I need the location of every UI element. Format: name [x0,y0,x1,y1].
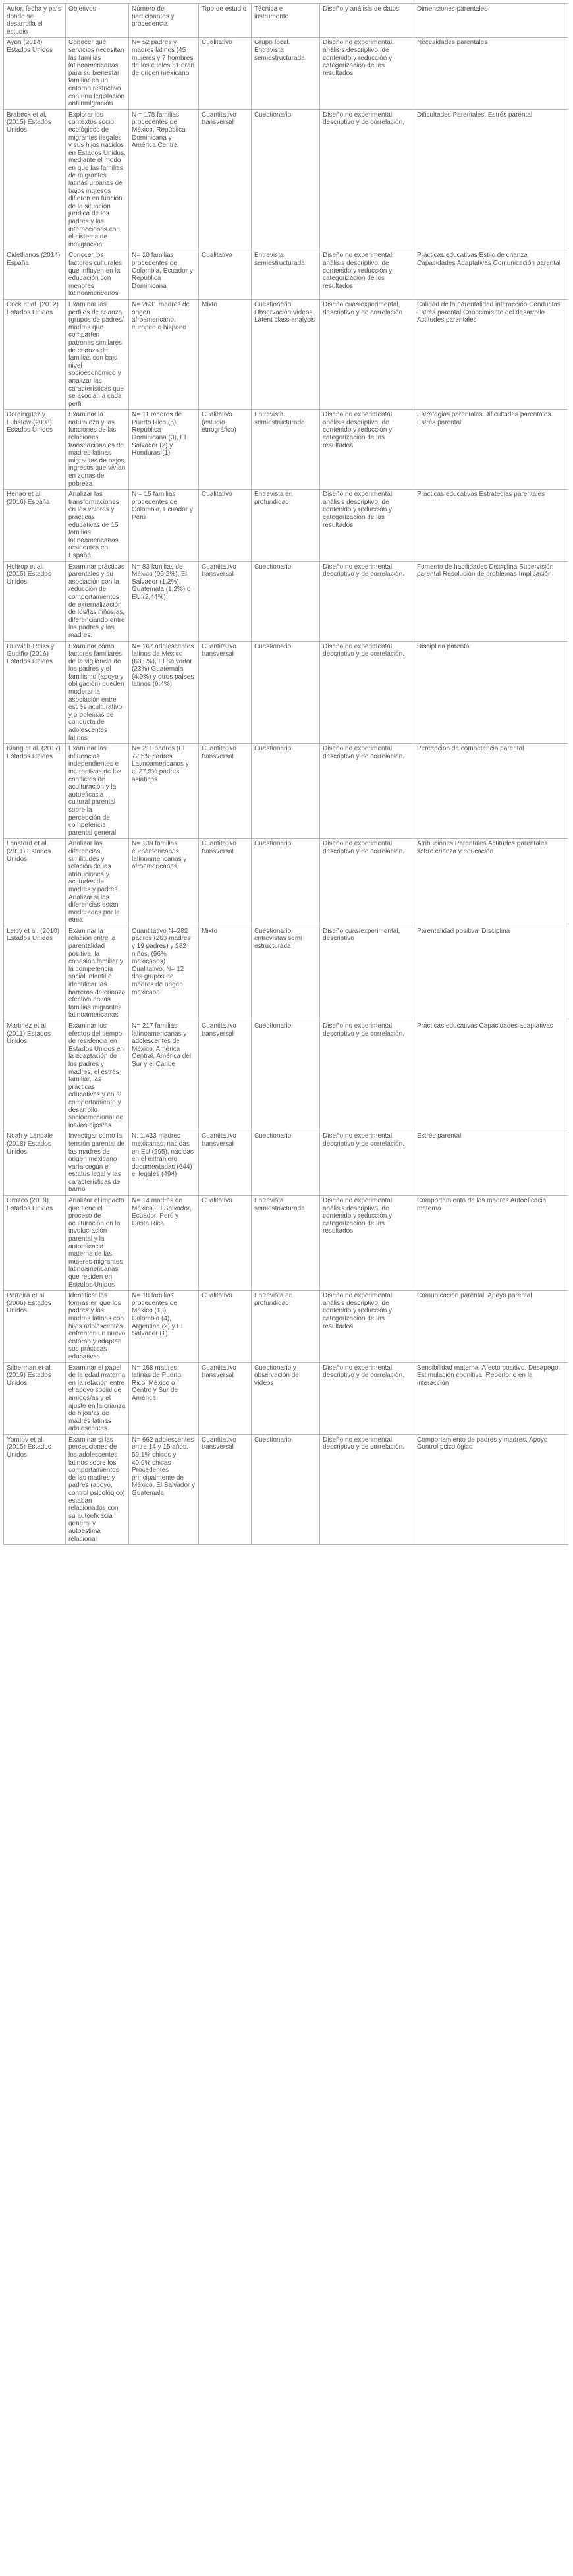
cell-objectives: Explorar los contextos socio ecológicos de migrantes ilegales y sus hijos nacidos en Estados Unidos, mediante el modo en que las familias de migrantes latinas urbanas de bajos ingresos difieren en función de la situación jurídica de los padres y las interacciones con el sistema de inmigración. [66,109,129,250]
cell-dimensions: Fomento de habilidades Disciplina Supervisión parental Resolución de problemas Implicación [414,561,568,641]
table-row [4,109,568,250]
cell-technique: Entrevista semiestructurada [252,1196,320,1291]
header-technique: Técnica e instrumento [252,4,320,38]
cell-participants: N = 178 familias procedentes de México, República Dominicana y América Central [129,109,199,250]
cell-design: Diseño no experimental, descriptivo y de correlación. [320,1362,414,1434]
cell-participants: Cuantitativo N=282 padres (263 madres y 19 padres) y 282 niños, (96% mexicanos) Cualitativo: N= 12 dos grupos de madres de origen mexicano [129,926,199,1021]
cell-design: Diseño no experimental, descriptivo y de correlación. [320,1434,414,1544]
cell-study-type: Cuantitativo transversal [199,1131,252,1196]
table-body [4,4,568,1545]
cell-objectives: Analizar las transformaciones en los valores y prácticas educativas de 15 familias latinoamericanas residentes en España [66,490,129,561]
cell-objectives: Conocer los factores culturales que influyen en la educación con menores latinoamericanos [66,250,129,300]
cell-design: Diseño no experimental, descriptivo y de correlación. [320,561,414,641]
table-row [4,1362,568,1434]
cell-dimensions: Prácticas educativas Estrategias parentales [414,490,568,561]
cell-dimensions: Necesidades parentales [414,38,568,109]
cell-design: Diseño no experimental, análisis descriptivo, de contenido y reducción y categorización de los resultados [320,250,414,300]
table-row [4,1196,568,1291]
cell-design: Diseño no experimental, análisis descriptivo, de contenido y reducción y categorización de los resultados [320,1196,414,1291]
table-row [4,299,568,409]
cell-participants: N= 168 madres latinas de Puerto Rico, México o Centro y Sur de América [129,1362,199,1434]
cell-author: Martinez et al. (2011) Estados Unidos [4,1021,66,1131]
cell-study-type: Cuantitativo transversal [199,1434,252,1544]
cell-author: Lansford et al. (2011) Estados Unidos [4,839,66,926]
cell-study-type: Cuantitativo transversal [199,641,252,744]
cell-design: Diseño no experimental, descriptivo y de correlación. [320,1021,414,1131]
cell-objectives: Conocer qué servicios necesitan las familias latinoamericanas para su bienestar familiar en un entorno restrictivo con una legislación antiinmigración [66,38,129,109]
cell-objectives: Examinar si las percepciones de los adolescentes latinos sobre los comportamientos de las madres y padres (apoyo, control psicológico) estaban relacionados con su autoeficacia general y autoestima relacional [66,1434,129,1544]
cell-technique: Cuestionario. Observación vídeos Latent class analysis [252,299,320,409]
cell-objectives: Identificar las formas en que los padres y las madres latinas con hijos adolescentes enfrentan un nuevo entorno y adaptan sus prácticas educativas [66,1291,129,1362]
cell-author: Brabeck et al. (2015) Estados Unidos [4,109,66,250]
header-study-type: Tipo de estudio [199,4,252,38]
cell-technique: Entrevista semiestructurada [252,410,320,490]
cell-study-type: Cualitativo [199,490,252,561]
cell-objectives: Examinar la naturaleza y las funciones de las relaciones transnacionales de madres latinas migrantes de bajos ingresos que vivían en zonas de pobreza [66,410,129,490]
cell-technique: Cuestionario [252,1434,320,1544]
cell-participants: N= 167 adolescentes latinos de México (63,3%), El Salvador (23%) Guatemala (4,9%) y otros países latinos (6,4%) [129,641,199,744]
cell-technique: Entrevista semiestructurada [252,250,320,300]
cell-participants: N= 139 familias euroamericanas, latinoamericanas y afroamericanas [129,839,199,926]
cell-participants: N= 18 familias procedentes de México (13), Colombia (4), Argentina (2) y El Salvador (1) [129,1291,199,1362]
cell-author: Leidy et al. (2010) Estados Unidos [4,926,66,1021]
cell-objectives: Analizar el impacto que tiene el proceso de aculturación en la involucración parental y la autoeficacia materna de las mujeres migrantes latinoamericanas que residen en Estados Unidos [66,1196,129,1291]
cell-technique: Entrevista en profundidad [252,490,320,561]
cell-participants: N= 2631 madres de origen afroamericano, europeo o hispano [129,299,199,409]
cell-author: Dorainguez y Lubstow (2008) Estados Unidos [4,410,66,490]
cell-participants: N= 11 madres de Puerto Rico (5), República Dominicana (3), El Salvador (2) y Honduras (1) [129,410,199,490]
cell-design: Diseño cuasiexperimental, descriptivo y de correlación [320,299,414,409]
cell-study-type: Cuantitativo transversal [199,561,252,641]
cell-dimensions: Percepción de competencia parental [414,744,568,839]
header-row [4,4,568,38]
cell-author: Holtrop et al. (2015) Estados Unidos [4,561,66,641]
cell-author: Silberman et al. (2019) Estados Unidos [4,1362,66,1434]
cell-author: Yomtov et al. (2015) Estados Unidos [4,1434,66,1544]
cell-dimensions: Estrategias parentales Dificultades parentales Estrés parental [414,410,568,490]
cell-study-type: Mixto [199,299,252,409]
header-objectives: Objetivos [66,4,129,38]
table-row [4,744,568,839]
header-author: Autor, fecha y país donde se desarrolla el estudio [4,4,66,38]
table-row [4,641,568,744]
cell-participants: N= 83 familias de México (95,2%), El Salvador (1,2%), Guatemala (1,2%) o EU (2,44%) [129,561,199,641]
header-participants: Número de participantes y procedencia [129,4,199,38]
cell-dimensions: Calidad de la parentalidad interacción Conductas Estrés parental Conocimiento del desarrollo Actitudes parentales [414,299,568,409]
cell-author: Perreira et al. (2006) Estados Unidos [4,1291,66,1362]
cell-design: Diseño no experimental, descriptivo y de correlación. [320,839,414,926]
cell-study-type: Cuantitativo transversal [199,744,252,839]
cell-study-type: Mixto [199,926,252,1021]
cell-design: Diseño no experimental, descriptivo y de correlación. [320,109,414,250]
cell-technique: Cuestionario entrevistas semi estructurada [252,926,320,1021]
cell-dimensions: Comportamiento de las madres Autoeficacia materna [414,1196,568,1291]
cell-technique: Cuestionario [252,839,320,926]
cell-objectives: Examinar cómo factores familiares de la vigilancia de los padres y el familismo (apoyo y obligación) pueden moderar la asociación entre estrés aculturativo y problemas de conducta de adolescentes latinos [66,641,129,744]
cell-dimensions: Comportamiento de padres y madres. Apoyo Control psicológico [414,1434,568,1544]
header-dimensions: Dimensiones parentales [414,4,568,38]
cell-dimensions: Disciplina parental [414,641,568,744]
cell-objectives: Examinar el papel de la edad materna en la relación entre el apoyo social de amigos/as y el ajuste en la crianza de hijos/as de madres latinas adolescentes [66,1362,129,1434]
cell-author: Cidetllanos (2014) España [4,250,66,300]
cell-author: Noah y Landale (2018) Estados Unidos [4,1131,66,1196]
cell-technique: Cuestionario [252,1021,320,1131]
cell-design: Diseño no experimental, análisis descriptivo, de contenido y reducción y categorización de los resultados [320,38,414,109]
cell-objectives: Examinar los perfiles de crianza (grupos de padres/ madres que comparten patrones similares de crianza de familias con bajo nivel socioeconómico y analizar las características que se asocian a cada perfil [66,299,129,409]
cell-study-type: Cuantitativo transversal [199,839,252,926]
cell-technique: Cuestionario [252,641,320,744]
table-row [4,1434,568,1544]
table-row [4,250,568,300]
cell-objectives: Analizar las diferencias, similitudes y relación de las atribuciones y actitudes de madres y padres. Analizar si las diferencias están moderadas por la etnia [66,839,129,926]
table-row [4,490,568,561]
cell-dimensions: Prácticas educativas Capacidades adaptativas [414,1021,568,1131]
cell-objectives: Examinar las influencias independientes e interactivas de los conflictos de aculturación y la autoeficacia cultural parental sobre la percepción de competencia parental general [66,744,129,839]
header-design: Diseño y análisis de datos [320,4,414,38]
cell-technique: Cuestionario [252,744,320,839]
table-row [4,1291,568,1362]
table-row [4,561,568,641]
cell-study-type: Cualitativo [199,1291,252,1362]
cell-dimensions: Estrés parental [414,1131,568,1196]
cell-design: Diseño no experimental, análisis descriptivo, de contenido y reducción y categorización de los resultados [320,410,414,490]
cell-author: Kiang et al. (2017) Estados Unidos [4,744,66,839]
cell-dimensions: Parentalidad positiva. Disciplina [414,926,568,1021]
table-row [4,839,568,926]
cell-author: Henao et al. (2016) España [4,490,66,561]
cell-study-type: Cuantitativo transversal [199,1362,252,1434]
cell-participants: N: 1.433 madres mexicanas; nacidas en EU (295), nacidas en el extranjero documentadas (644) e ilegales (494) [129,1131,199,1196]
cell-dimensions: Prácticas educativas Estilo de crianza Capacidades Adaptativas Comunicación parental [414,250,568,300]
cell-study-type: Cuantitativo transversal [199,1021,252,1131]
cell-author: Ayon (2014) Estados Unidos [4,38,66,109]
cell-study-type: Cualitativo [199,38,252,109]
cell-design: Diseño no experimental, análisis descriptivo, de contenido y reducción y categorización de los resultados [320,1291,414,1362]
cell-objectives: Examinar los efectos del tiempo de residencia en Estados Unidos en la adaptación de los padres y madres, el estrés familiar, las prácticas educativas y en el comportamiento y desarrollo socioemocional de los/las hijos/as [66,1021,129,1131]
cell-participants: N= 52 padres y madres latinos (45 mujeres y 7 hombres de los cuales 51 eran de origen mexicano [129,38,199,109]
cell-participants: N= 217 familias latinoamericanas y adolescentes de México, América Central, América del Sur y el Caribe [129,1021,199,1131]
cell-objectives: Examinar la relación entre la parentalidad positiva, la cohesión familiar y la competencia social infantil e identificar las barreras de crianza efectiva en las familias migrantes latinoamericanas [66,926,129,1021]
table-row [4,38,568,109]
cell-design: Diseño cuasiexperimental, descriptivo [320,926,414,1021]
cell-participants: N= 14 madres de México, El Salvador, Ecuador, Perú y Costa Rica [129,1196,199,1291]
cell-dimensions: Dificultades Parentales. Estrés parental [414,109,568,250]
cell-objectives: Examinar prácticas parentales y su asociación con la reducción de comportamientos de externalización de los/las niños/as, diferenciando entre los padres y las madres. [66,561,129,641]
cell-study-type: Cualitativo (estudio etnográfico) [199,410,252,490]
cell-objectives: Investigar cómo la tensión parental de las madres de origen mexicano varía según el estatus legal y las características del barrio [66,1131,129,1196]
cell-author: Hurwich-Reiss y Gudiño (2016) Estados Unidos [4,641,66,744]
cell-design: Diseño no experimental, descriptivo y de correlación. [320,1131,414,1196]
cell-participants: N= 10 familias procedentes de Colombia, Ecuador y República Dominicana [129,250,199,300]
studies-table [3,3,568,1545]
table-row [4,926,568,1021]
cell-study-type: Cuantitativo transversal [199,109,252,250]
cell-design: Diseño no experimental, descriptivo y de correlación. [320,641,414,744]
cell-design: Diseño no experimental, descriptivo y de correlación. [320,744,414,839]
cell-study-type: Cualitativo [199,1196,252,1291]
cell-technique: Grupo focal. Entrevista semiestructurada [252,38,320,109]
cell-design: Diseño no experimental, análisis descriptivo, de contenido y reducción y categorización de los resultados [320,490,414,561]
table-row [4,410,568,490]
cell-participants: N= 211 padres (El 72,5% padres Latinoamericanos y el 27,5% padres asiáticos [129,744,199,839]
cell-author: Cock et al. (2012) Estados Unidos [4,299,66,409]
cell-dimensions: Comunicación parental. Apoyo parental [414,1291,568,1362]
cell-dimensions: Sensibilidad materna. Afecto positivo. Desapego. Estimulación cognitiva. Repertorio en la interacción [414,1362,568,1434]
cell-technique: Entrevista en profundidad [252,1291,320,1362]
cell-technique: Cuestionario [252,1131,320,1196]
table-row [4,1131,568,1196]
table-row [4,1021,568,1131]
cell-technique: Cuestionario [252,109,320,250]
cell-author: Orozco (2018) Estados Unidos [4,1196,66,1291]
cell-participants: N = 15 familias procedentes de Colombia, Ecuador y Perú [129,490,199,561]
cell-study-type: Cualitativo [199,250,252,300]
cell-dimensions: Atribuciones Parentales Actitudes parentales sobre crianza y educación [414,839,568,926]
cell-technique: Cuestionario [252,561,320,641]
cell-technique: Cuestionario y observación de vídeos [252,1362,320,1434]
cell-participants: N= 662 adolescentes entre 14 y 15 años, 59.1% chicos y 40,9% chicas Procedentes principalmente de México, El Salvador y Guatemala [129,1434,199,1544]
